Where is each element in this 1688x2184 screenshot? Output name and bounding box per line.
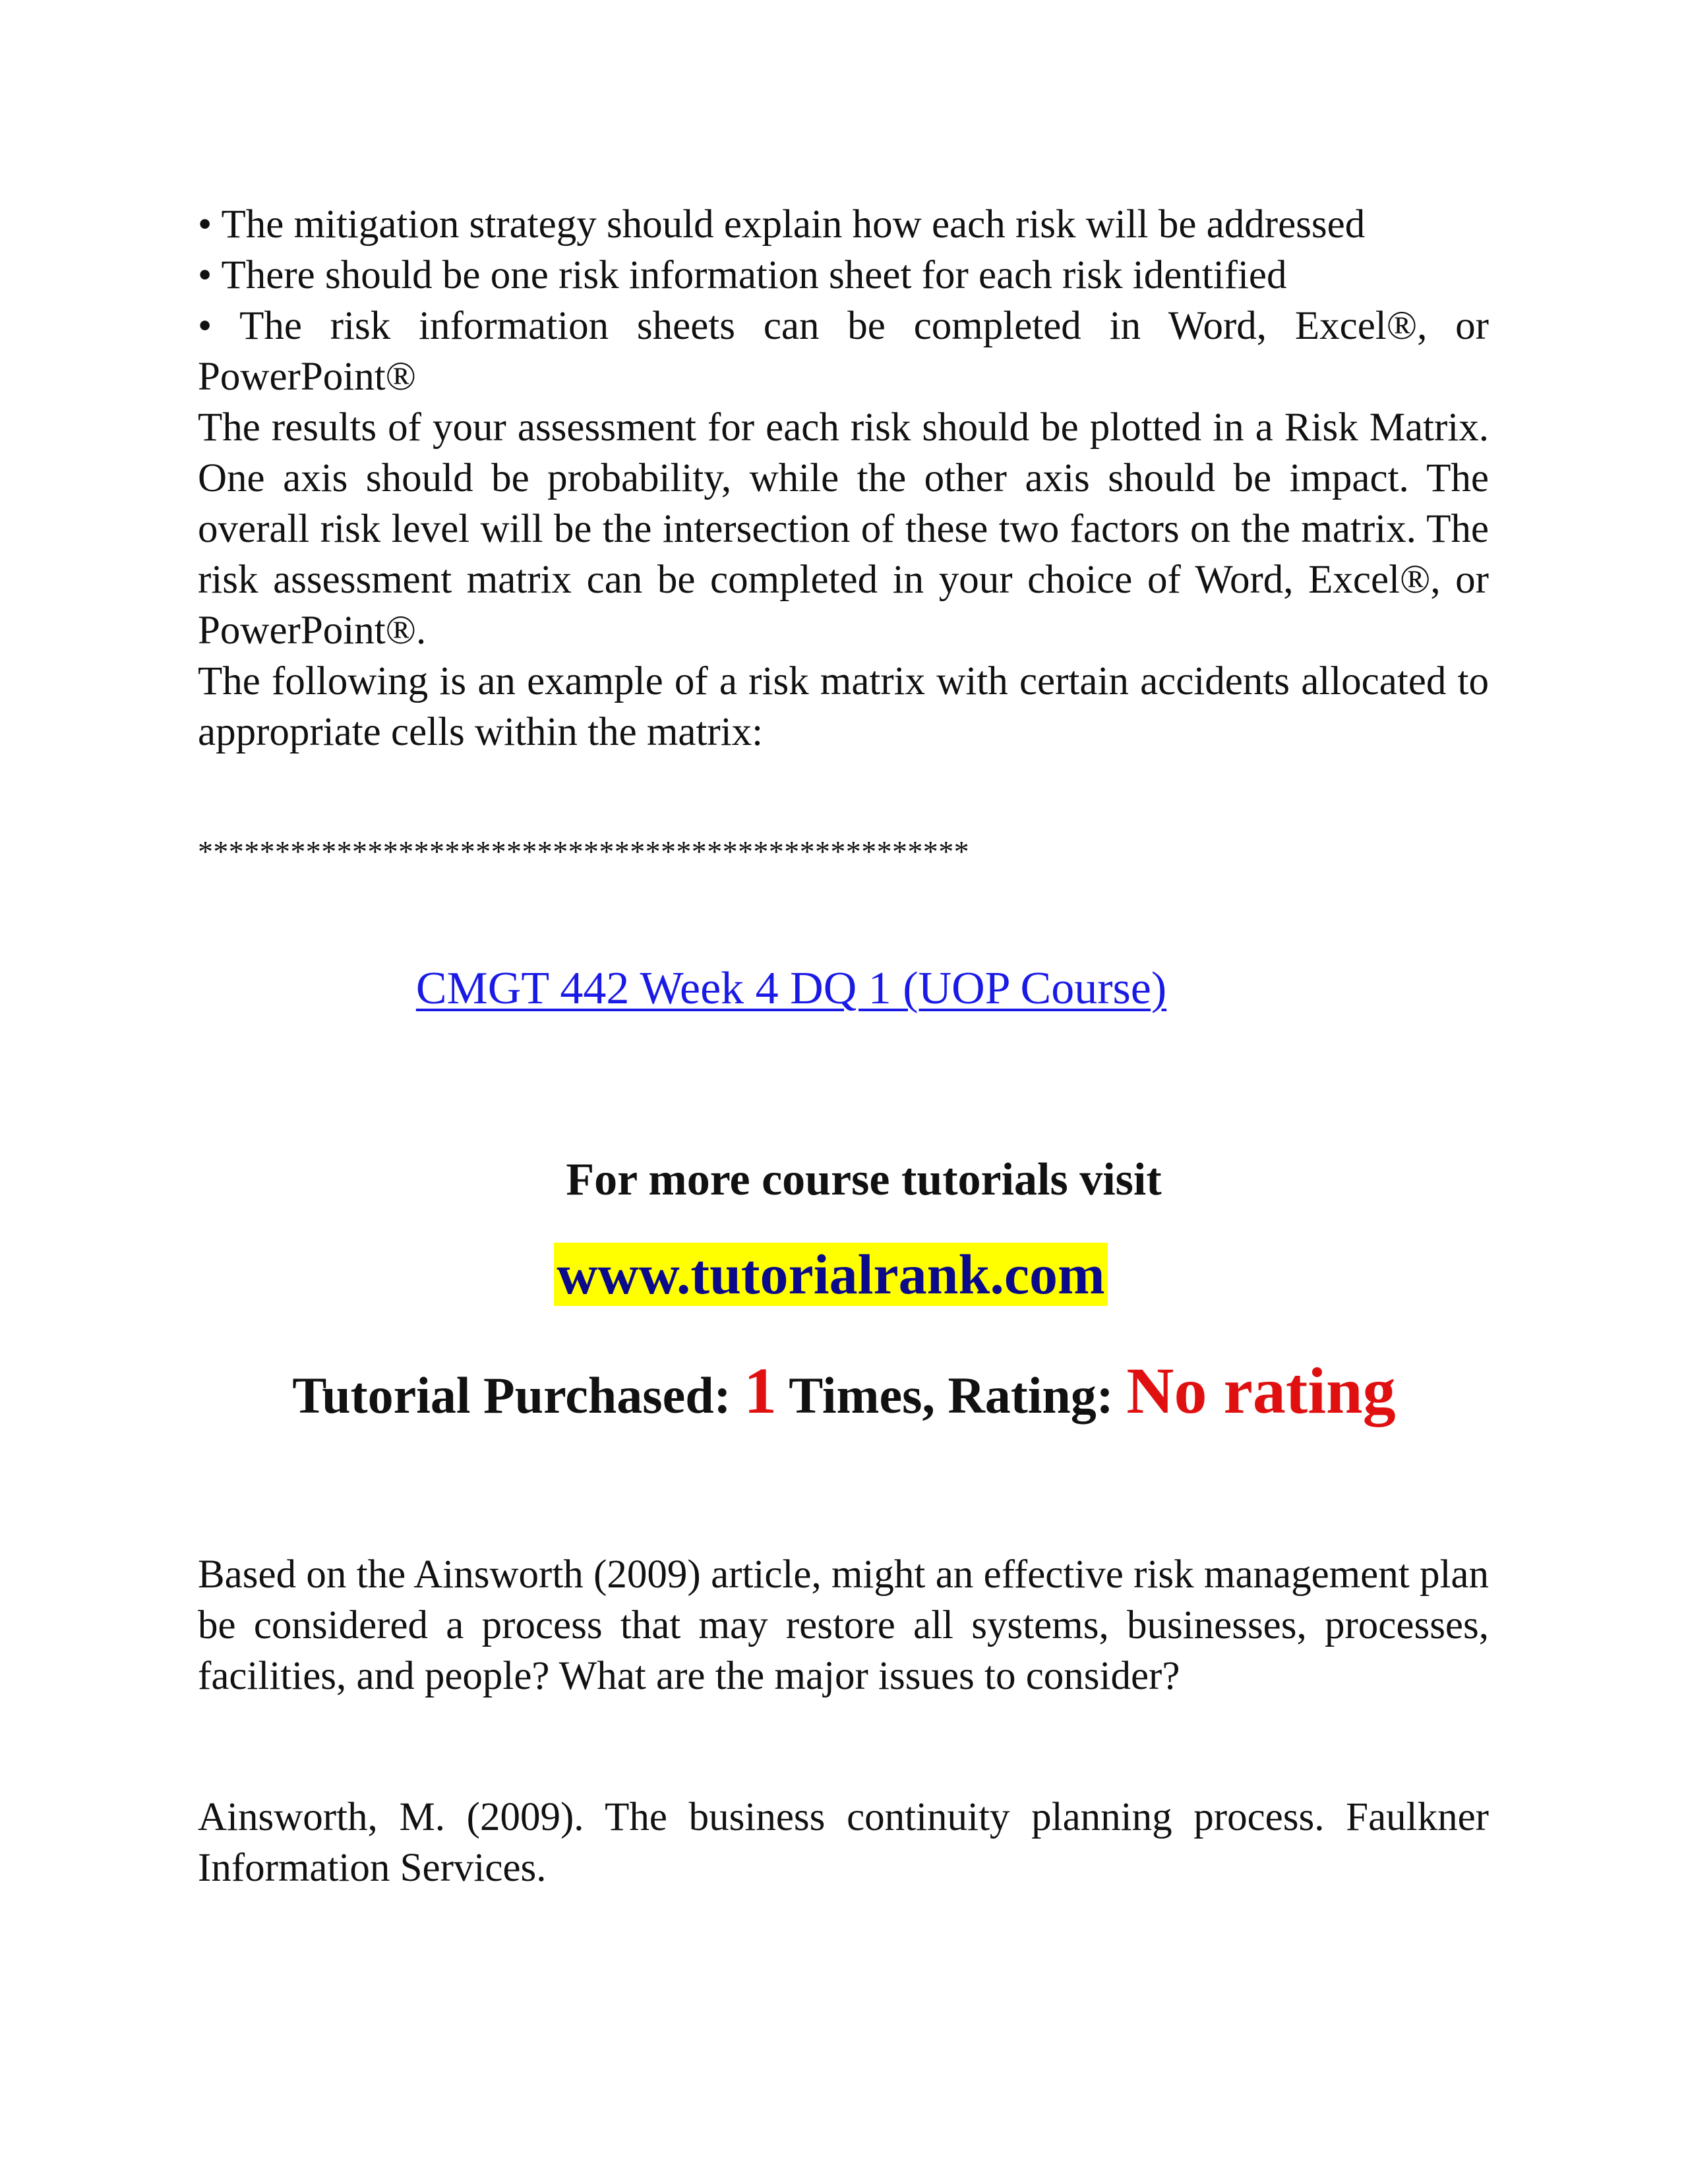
discussion-question <box>198 1549 1489 1701</box>
course-link-row <box>0 959 1688 1018</box>
purchased-label: Tutorial Purchased: <box>292 1367 731 1424</box>
bullet-item: • The risk information sheets can be completed in Word, Excel®, or PowerPoint® <box>198 304 1489 399</box>
bullet-list <box>198 199 1489 402</box>
website-row <box>0 1239 1688 1309</box>
tutorial-stats <box>0 1351 1688 1435</box>
times-rating-label: Times, Rating: <box>789 1367 1114 1424</box>
bullet-item: • There should be one risk information sheet for each risk identified <box>198 253 1287 297</box>
paragraph-matrix: The results of your assessment for each risk should be plotted in a Risk Matrix. One axis should be probability, while the other axis should be impact. The overall risk level will be the intersection of these two factors on the matrix. The risk assessment matrix can be completed in your choice of Word, Excel®, or PowerPoint®. <box>198 405 1489 653</box>
rating-value: No rating <box>1126 1354 1396 1427</box>
promo-line: For more course tutorials visit <box>566 1154 1162 1205</box>
website-link[interactable]: www.tutorialrank.com <box>554 1243 1107 1306</box>
bullet-item: • The mitigation strategy should explain how each risk will be addressed <box>198 202 1366 247</box>
matrix-instructions <box>198 402 1489 757</box>
course-link[interactable]: CMGT 442 Week 4 DQ 1 (UOP Course) <box>415 963 1167 1014</box>
paragraph-example: The following is an example of a risk matrix with certain accidents allocated to appropriate cells within the matrix: <box>198 659 1489 754</box>
purchased-count: 1 <box>744 1354 777 1427</box>
question-text: Based on the Ainsworth (2009) article, might an effective risk management plan be considered a process that may restore all systems, businesses, processes, facilities, and people? What are the major issues to consider? <box>198 1552 1489 1698</box>
reference-block <box>198 1792 1489 1893</box>
reference-text: Ainsworth, M. (2009). The business continuity planning process. Faulkner Information Services. <box>198 1795 1489 1890</box>
separator-line: ************************************************** <box>198 835 969 868</box>
